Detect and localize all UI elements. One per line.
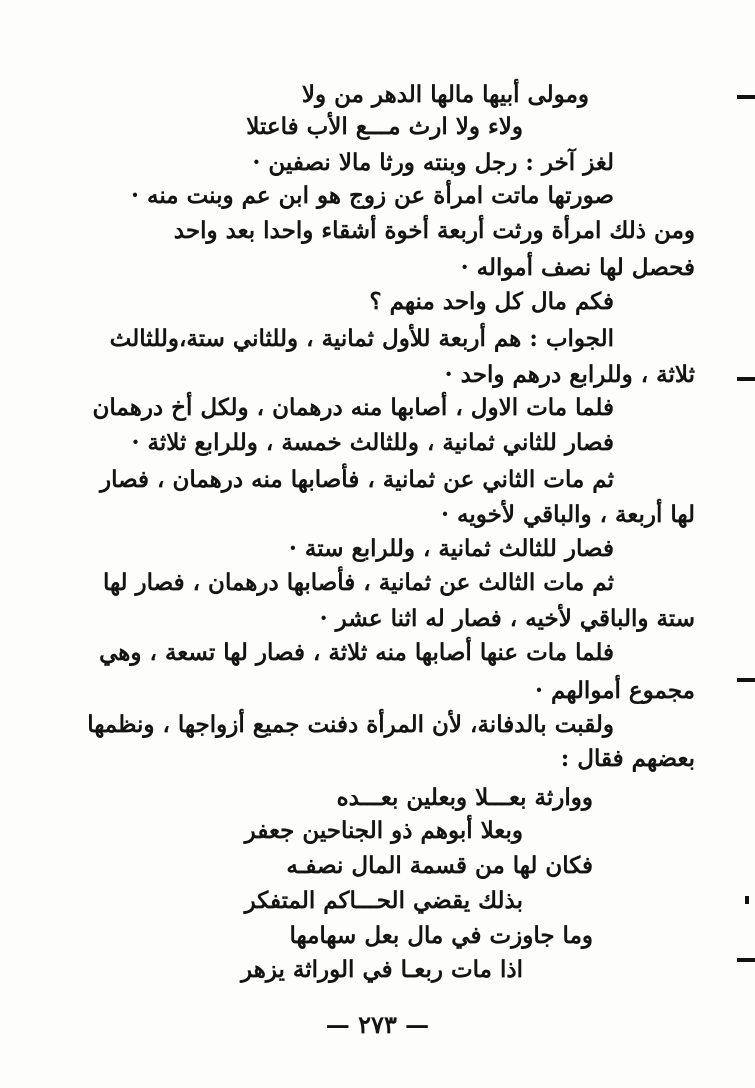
scan-edge-mark-2 (737, 377, 755, 381)
poem-verse-5: وما جاوزت في مال بعل سهامها (289, 922, 593, 949)
text-line-17: فلما مات عنها أصابها منه ثلاثة ، فصار لها تسعة ، وهي (99, 639, 614, 666)
poem-verse-3: فكان لها من قسمة المال نصفـه (286, 852, 593, 879)
text-line-12: ثم مات الثاني عن ثمانية ، فأصابها منه درهمان ، فصار (99, 466, 614, 493)
text-line-15: ثم مات الثالث عن ثمانية ، فأصابها درهمان ، فصار لها (102, 569, 614, 596)
text-line-9: ثلاثة ، وللرابع درهم واحد · (444, 361, 695, 388)
text-line-11: فصار للثاني ثمانية ، وللثالث خمسة ، وللرابع ثلاثة · (131, 429, 614, 456)
text-line-7: فكم مال كل واحد منهم ؟ (369, 288, 614, 315)
scan-edge-mark-3 (737, 678, 755, 682)
poem-verse-2: وبعلا أبوهم ذو الجناحين جعفر (244, 817, 523, 844)
text-line-5: ومن ذلك امرأة ورثت أربعة أخوة أشقاء واحدا بعد واحد (173, 217, 695, 244)
poem-verse-6: اذا مات ربعـا في الوراثة يزهر (241, 956, 523, 983)
text-line-6: فحصل لها نصف أمواله · (460, 254, 695, 281)
text-line-2: ولاء ولا ارث مـــع الأب فاعتلا (246, 113, 523, 140)
text-line-18: مجموع أموالهم · (535, 677, 695, 704)
text-line-4: صورتها ماتت امرأة عن زوج هو ابن عم وبنت منه · (130, 182, 614, 209)
poem-verse-4: بذلك يقضي الحـــاكم المتفكر (244, 887, 523, 914)
text-line-20: بعضهم فقال : (560, 745, 695, 772)
text-line-1: ومولى أبيها مالها الدهر من ولا (301, 81, 589, 108)
text-line-14: فصار للثالث ثمانية ، وللرابع ستة · (288, 535, 614, 562)
text-line-10: فلما مات الاول ، أصابها منه درهمان ، ولكل أخ درهمان (92, 394, 614, 421)
text-line-19: ولقبت بالدفانة، لأن المرأة دفنت جميع أزواجها ، ونظمها (87, 711, 614, 738)
poem-verse-1: ووارثة بعـــلا وبعلين بعـــده (336, 784, 593, 811)
scan-edge-dot (745, 896, 749, 904)
page-number: — ٢٧٣ — (325, 1010, 430, 1039)
scan-edge-mark-4 (737, 958, 755, 962)
text-line-8: الجواب : هم أربعة للأول ثمانية ، وللثاني ستة،وللثالث (109, 325, 614, 352)
scan-edge-mark-1 (737, 95, 755, 99)
text-line-13: لها أربعة ، والباقي لأخويه · (441, 501, 695, 528)
text-line-3: لغز آخر : رجل وبنته ورثا مالا نصفين · (252, 149, 614, 176)
text-line-16: ستة والباقي لأخيه ، فصار له اثنا عشر · (319, 605, 695, 632)
